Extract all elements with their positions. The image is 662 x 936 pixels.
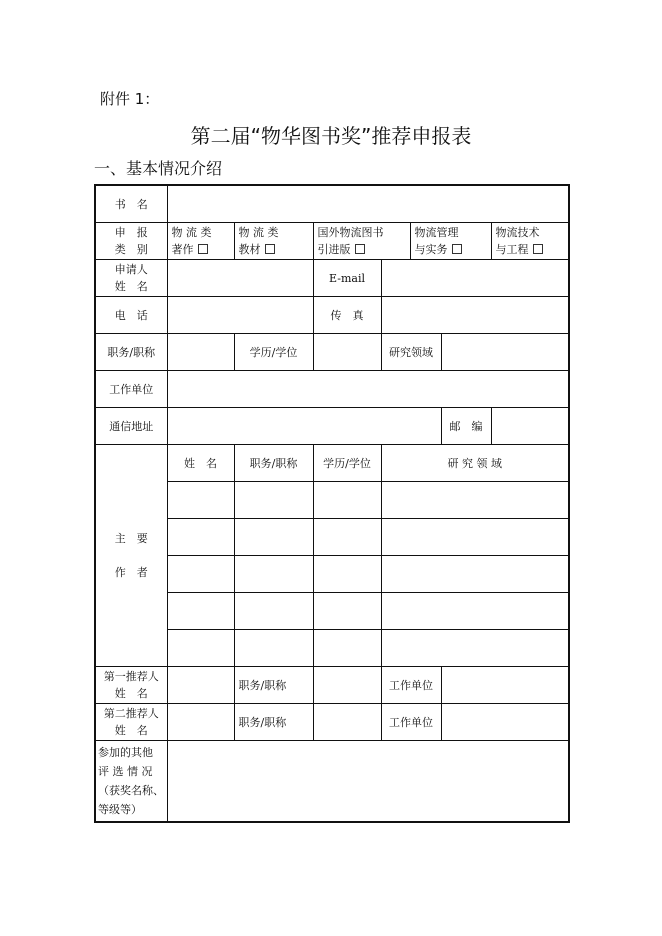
author-cell[interactable]: [234, 556, 313, 593]
application-form-table: [94, 184, 570, 823]
author-cell[interactable]: [234, 519, 313, 556]
author-cell[interactable]: [234, 593, 313, 630]
checkbox[interactable]: [533, 244, 543, 254]
author-row: [95, 630, 569, 667]
position-label: 职务/职称: [95, 334, 167, 371]
applicant-name-label: 申请人 姓 名: [95, 260, 167, 297]
education-field[interactable]: [313, 334, 381, 371]
recommender1-label: 第一推荐人 姓 名: [95, 667, 167, 704]
author-cell[interactable]: [381, 556, 569, 593]
author-cell[interactable]: [313, 630, 381, 667]
phone-label: 电 话: [95, 297, 167, 334]
recommender1-name-field[interactable]: [167, 667, 234, 704]
main-authors-label: 主 要 作 者: [95, 445, 167, 667]
research-field[interactable]: [441, 334, 569, 371]
checkbox[interactable]: [265, 244, 275, 254]
category-label: 申 报 类 别: [95, 223, 167, 260]
postcode-label: 邮 编: [441, 408, 491, 445]
fax-field[interactable]: [381, 297, 569, 334]
category-option-management[interactable]: 物流管理 与实务: [410, 223, 491, 260]
author-header-position: 职务/职称: [234, 445, 313, 482]
fax-label: 传 真: [313, 297, 381, 334]
email-field[interactable]: [381, 260, 569, 297]
other-awards-label: 参加的其他 评 选 情 况 （获奖名称、 等级等）: [95, 741, 167, 823]
author-cell[interactable]: [381, 593, 569, 630]
author-cell[interactable]: [381, 519, 569, 556]
education-label: 学历/学位: [234, 334, 313, 371]
checkbox[interactable]: [355, 244, 365, 254]
email-label: E-mail: [313, 260, 381, 297]
author-cell[interactable]: [167, 519, 234, 556]
author-row: [95, 519, 569, 556]
recommender2-position-label: 职务/职称: [234, 704, 313, 741]
author-cell[interactable]: [381, 482, 569, 519]
applicant-name-field[interactable]: [167, 260, 313, 297]
workplace-field[interactable]: [167, 371, 569, 408]
book-name-field[interactable]: [167, 185, 569, 223]
author-header-name: 姓 名: [167, 445, 234, 482]
page-title: 第二届“物华图书奖”推荐申报表: [190, 124, 472, 148]
author-row: [95, 482, 569, 519]
recommender1-position-label: 职务/职称: [234, 667, 313, 704]
author-cell[interactable]: [313, 482, 381, 519]
section-heading: 一、基本情况介绍: [94, 159, 223, 178]
author-cell[interactable]: [381, 630, 569, 667]
author-cell[interactable]: [167, 593, 234, 630]
recommender1-workplace-label: 工作单位: [381, 667, 441, 704]
checkbox[interactable]: [452, 244, 462, 254]
recommender1-workplace-field[interactable]: [441, 667, 569, 704]
author-row: [95, 593, 569, 630]
workplace-label: 工作单位: [95, 371, 167, 408]
book-name-label: 书 名: [95, 185, 167, 223]
postcode-field[interactable]: [491, 408, 569, 445]
author-row: [95, 556, 569, 593]
author-cell[interactable]: [234, 630, 313, 667]
author-cell[interactable]: [167, 556, 234, 593]
recommender2-workplace-field[interactable]: [441, 704, 569, 741]
author-cell[interactable]: [313, 556, 381, 593]
phone-field[interactable]: [167, 297, 313, 334]
address-label: 通信地址: [95, 408, 167, 445]
author-header-education: 学历/学位: [313, 445, 381, 482]
category-option-monograph[interactable]: 物 流 类 著作: [167, 223, 234, 260]
author-cell[interactable]: [234, 482, 313, 519]
author-cell[interactable]: [167, 630, 234, 667]
category-option-foreign[interactable]: 国外物流图书 引进版: [313, 223, 410, 260]
recommender1-position-field[interactable]: [313, 667, 381, 704]
category-option-technology[interactable]: 物流技术 与工程: [491, 223, 569, 260]
recommender2-name-field[interactable]: [167, 704, 234, 741]
position-field[interactable]: [167, 334, 234, 371]
author-cell[interactable]: [313, 593, 381, 630]
research-label: 研究领域: [381, 334, 441, 371]
recommender2-position-field[interactable]: [313, 704, 381, 741]
checkbox[interactable]: [198, 244, 208, 254]
other-awards-field[interactable]: [167, 741, 569, 823]
address-field[interactable]: [167, 408, 441, 445]
recommender2-workplace-label: 工作单位: [381, 704, 441, 741]
author-cell[interactable]: [313, 519, 381, 556]
recommender2-label: 第二推荐人 姓 名: [95, 704, 167, 741]
category-option-textbook[interactable]: 物 流 类 教材: [234, 223, 313, 260]
attachment-label: 附件 1：: [100, 90, 160, 108]
author-cell[interactable]: [167, 482, 234, 519]
author-header-research: 研 究 领 域: [381, 445, 569, 482]
